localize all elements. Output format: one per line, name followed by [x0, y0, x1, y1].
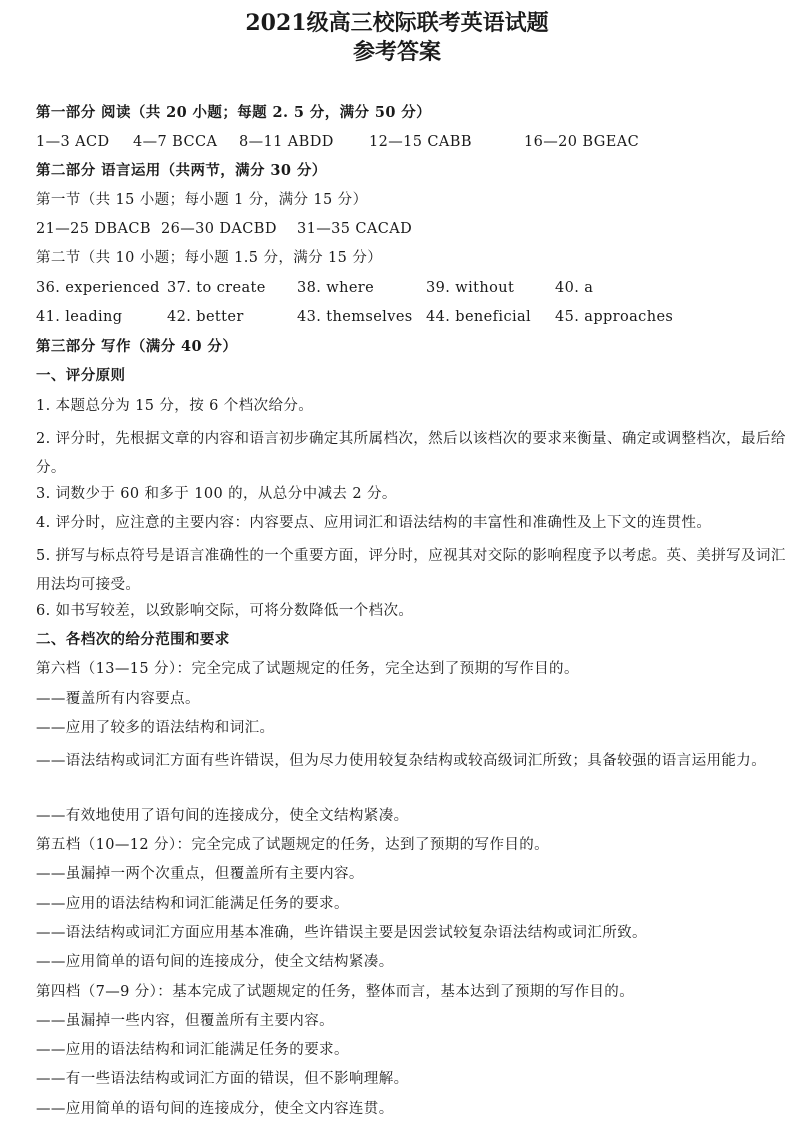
answer-item: 42. better	[167, 309, 244, 325]
part2-heading: 第二部分 语言运用（共两节，满分 30 分）	[36, 162, 327, 179]
principle-item: 3. 词数少于 60 和多于 100 的，从总分中减去 2 分。	[36, 486, 397, 502]
page-subtitle: 参考答案	[352, 39, 441, 65]
principle-item: 6. 如书写较差，以致影响交际，可将分数降低一个档次。	[36, 603, 414, 619]
answer-item: 43. themselves	[297, 309, 413, 325]
answer-item: 40. a	[555, 280, 594, 296]
level6-item: ——语法结构或词汇方面有些许错误，但为尽力使用较复杂结构或较高级词汇所致；具备较强的语言运用能力。	[36, 753, 767, 769]
page-title: 2021级高三校际联考英语试题	[245, 10, 549, 36]
answer-group: 21—25 DBACB	[36, 221, 151, 237]
answer-group: 16—20 BGEAC	[524, 134, 640, 150]
answer-group: 12—15 CABB	[369, 134, 472, 150]
level4-item: ——应用简单的语句间的连接成分，使全文内容连贯。	[36, 1101, 394, 1117]
level6-item: ——有效地使用了语句间的连接成分，使全文结构紧凑。	[36, 808, 409, 824]
answer-item: 37. to create	[167, 280, 266, 296]
levels-heading: 二、各档次的给分范围和要求	[36, 631, 230, 648]
answer-item: 38. where	[297, 280, 375, 296]
level4-item: ——虽漏掉一些内容，但覆盖所有主要内容。	[36, 1013, 334, 1029]
part1-heading: 第一部分 阅读（共 20 小题；每题 2. 5 分，满分 50 分）	[36, 104, 432, 121]
level6-item: ——覆盖所有内容要点。	[36, 691, 200, 707]
answer-group: 26—30 DACBD	[161, 221, 277, 237]
principle-item: 1. 本题总分为 15 分，按 6 个档次给分。	[36, 398, 314, 414]
principles-heading: 一、评分原则	[36, 367, 126, 384]
answer-group: 1—3 ACD	[36, 134, 110, 150]
level5-item: ——应用简单的语句间的连接成分，使全文结构紧凑。	[36, 954, 394, 970]
answer-group: 31—35 CACAD	[297, 221, 413, 237]
part3-heading: 第三部分 写作（满分 40 分）	[36, 338, 238, 355]
level4-item: ——有一些语法结构或词汇方面的错误，但不影响理解。	[36, 1071, 409, 1087]
principle-item: 2. 评分时，先根据文章的内容和语言初步确定其所属档次，然后以该档次的要求来衡量、确定或调整档次，最后给分。	[36, 431, 786, 476]
level4-item: ——应用的语法结构和词汇能满足任务的要求。	[36, 1042, 349, 1058]
level4-title: 第四档（7—9 分）：基本完成了试题规定的任务，整体而言，基本达到了预期的写作目的。	[36, 984, 635, 1000]
answer-group: 4—7 BCCA	[133, 134, 218, 150]
answer-item: 44. beneficial	[426, 309, 532, 325]
answer-item: 45. approaches	[555, 309, 674, 325]
part2-section1-heading: 第一节（共 15 小题；每小题 1 分，满分 15 分）	[36, 192, 368, 208]
level5-item: ——虽漏掉一两个次重点，但覆盖所有主要内容。	[36, 866, 364, 882]
level6-item: ——应用了较多的语法结构和词汇。	[36, 720, 275, 736]
level6-title: 第六档（13—15 分）：完全完成了试题规定的任务，完全达到了预期的写作目的。	[36, 661, 579, 677]
level5-item: ——应用的语法结构和词汇能满足任务的要求。	[36, 896, 349, 912]
answer-item: 39. without	[426, 280, 515, 296]
part2-section2-heading: 第二节（共 10 小题；每小题 1.5 分，满分 15 分）	[36, 250, 383, 266]
answer-group: 8—11 ABDD	[239, 134, 334, 150]
answer-item: 36. experienced	[36, 280, 160, 296]
principle-item: 4. 评分时，应注意的主要内容：内容要点、应用词汇和语法结构的丰富性和准确性及上下文的连贯性。	[36, 515, 712, 531]
level5-item: ——语法结构或词汇方面应用基本准确，些许错误主要是因尝试较复杂语法结构或词汇所致。	[36, 925, 647, 941]
answer-item: 41. leading	[36, 309, 123, 325]
level5-title: 第五档（10—12 分）：完全完成了试题规定的任务，达到了预期的写作目的。	[36, 837, 550, 853]
principle-item: 5. 拼写与标点符号是语言准确性的一个重要方面，评分时，应视其对交际的影响程度予以考虑。英、美拼写及词汇用法均可接受。	[36, 548, 786, 593]
